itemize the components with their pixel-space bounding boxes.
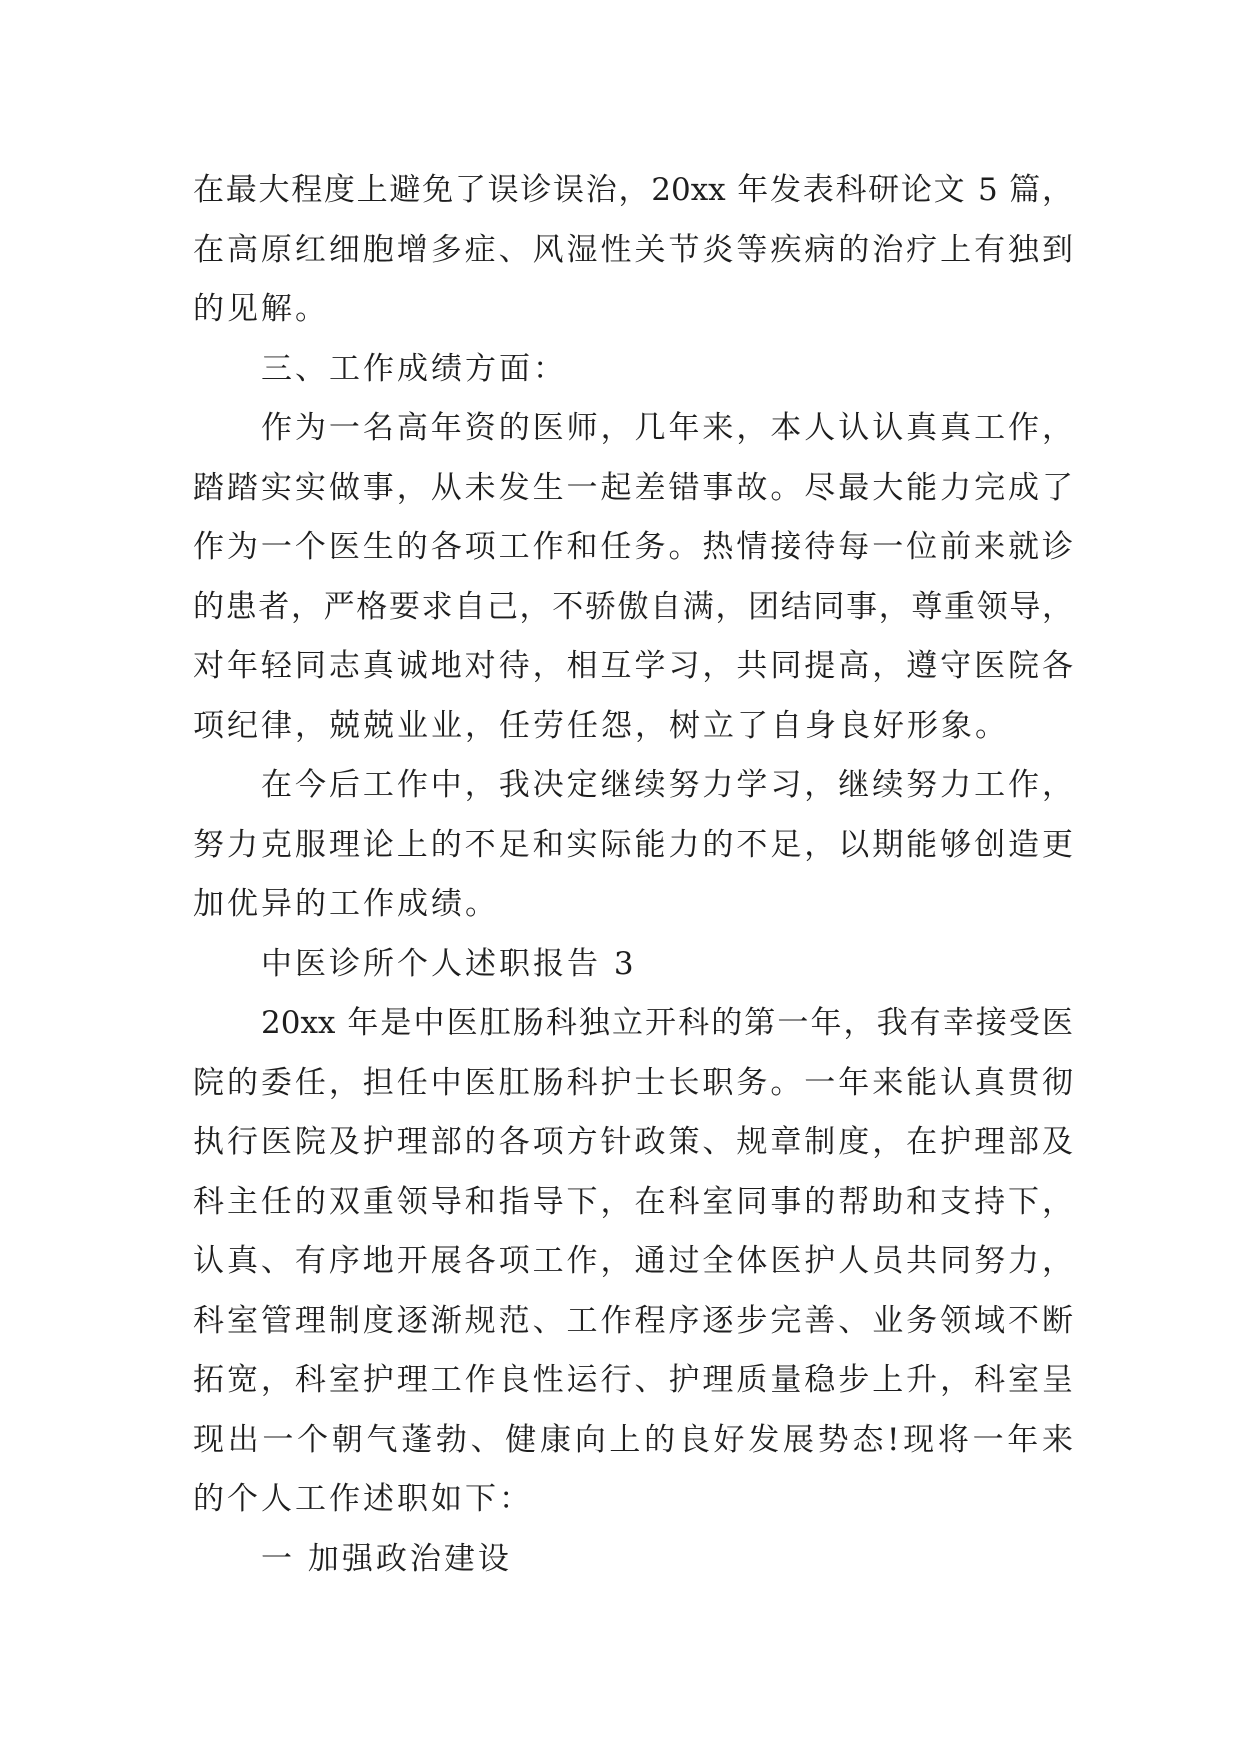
paragraph-line: 认真、有序地开展各项工作，通过全体医护人员共同努力， (193, 1243, 1073, 1279)
subsection-heading-text: 一 加强政治建设 (261, 1540, 512, 1577)
paragraph-line: 的个人工作述职如下： (193, 1481, 533, 1517)
paragraph (193, 994, 1073, 1530)
report-title-text: 中医诊所个人述职报告 3 (261, 945, 637, 982)
paragraph-line: 作为一名高年资的医师，几年来，本人认认真真工作， (261, 410, 1073, 446)
paragraph-line: 在高原红细胞增多症、风湿性关节炎等疾病的治疗上有独到 (193, 231, 1073, 268)
paragraph-line: 在今后工作中，我决定继续努力学习，继续努力工作， (261, 767, 1073, 803)
paragraph (193, 399, 1073, 756)
section-heading-text: 三、工作成绩方面： (261, 350, 567, 387)
paragraph-line: 执行医院及护理部的各项方针政策、规章制度，在护理部及 (193, 1124, 1073, 1160)
paragraph-line: 踏踏实实做事，从未发生一起差错事故。尽最大能力完成了 (193, 469, 1073, 506)
section-heading (193, 340, 1073, 400)
paragraph-line: 科室管理制度逐渐规范、工作程序逐步完善、业务领域不断 (193, 1302, 1073, 1339)
paragraph-line: 项纪律，兢兢业业，任劳任怨，树立了自身良好形象。 (193, 707, 1009, 744)
paragraph-line: 的见解。 (193, 291, 329, 327)
paragraph-line: 科主任的双重领导和指导下，在科室同事的帮助和支持下， (193, 1183, 1073, 1220)
paragraph (193, 756, 1073, 935)
document-body (193, 161, 1073, 1589)
subsection-heading (193, 1530, 1073, 1590)
paragraph-line: 的患者，严格要求自己，不骄傲自满，团结同事，尊重领导， (193, 588, 1073, 625)
paragraph-line: 作为一个医生的各项工作和任务。热情接待每一位前来就诊 (193, 529, 1073, 565)
paragraph-line: 院的委任，担任中医肛肠科护士长职务。一年来能认真贯彻 (193, 1064, 1073, 1101)
paragraph (193, 161, 1073, 340)
paragraph-line: 在最大程度上避免了误诊误治，20xx 年发表科研论文 5 篇， (193, 172, 1073, 208)
paragraph-line: 现出一个朝气蓬勃、健康向上的良好发展势态!现将一年来 (193, 1421, 1073, 1458)
paragraph-line: 拓宽，科室护理工作良性运行、护理质量稳步上升，科室呈 (193, 1362, 1073, 1398)
paragraph-line: 对年轻同志真诚地对待，相互学习，共同提高，遵守医院各 (193, 648, 1073, 684)
paragraph-line: 努力克服理论上的不足和实际能力的不足，以期能够创造更 (193, 826, 1073, 863)
paragraph-line: 加优异的工作成绩。 (193, 886, 499, 922)
paragraph-line: 20xx 年是中医肛肠科独立开科的第一年，我有幸接受医 (261, 1005, 1073, 1041)
report-title (193, 935, 1073, 995)
